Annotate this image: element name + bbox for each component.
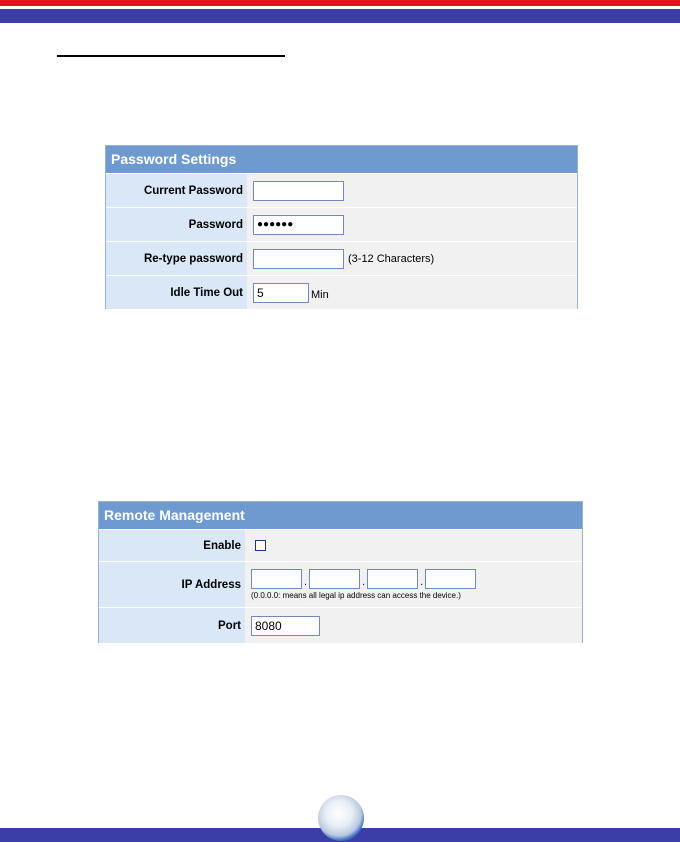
ip-octet-2-input[interactable] [309, 569, 360, 589]
password-settings-panel [105, 145, 578, 309]
top-blue-band [0, 9, 680, 23]
retype-password-row [106, 242, 577, 276]
password-settings-title: Password Settings [106, 146, 577, 174]
ip-octet-4-input[interactable] [425, 569, 476, 589]
port-input[interactable] [251, 616, 320, 636]
password-cell [247, 208, 577, 241]
heading-underline [57, 55, 285, 57]
idle-time-out-label: Idle Time Out [106, 276, 247, 309]
current-password-input[interactable] [253, 181, 344, 201]
enable-cell [245, 530, 582, 561]
enable-checkbox[interactable] [255, 540, 266, 551]
password-row [106, 208, 577, 242]
retype-password-input[interactable] [253, 249, 344, 269]
idle-time-out-row [106, 276, 577, 309]
remote-management-title: Remote Management [99, 502, 582, 530]
port-cell [245, 608, 582, 643]
password-length-hint: (3-12 Characters) [348, 252, 435, 265]
idle-time-out-cell [247, 276, 577, 309]
retype-password-label: Re-type password [106, 242, 247, 275]
enable-label: Enable [99, 530, 245, 561]
retype-password-cell [247, 242, 577, 275]
password-label: Password [106, 208, 247, 241]
ip-octet-3-input[interactable] [367, 569, 418, 589]
current-password-row [106, 174, 577, 208]
ip-address-note: (0.0.0.0: means all legal ip address can access the device.) [251, 591, 461, 600]
port-row [99, 608, 582, 643]
ip-separator-1: . [304, 576, 308, 588]
ip-address-label: IP Address [99, 562, 245, 607]
page-orb-icon [318, 795, 364, 841]
port-label: Port [99, 608, 245, 643]
ip-octet-1-input[interactable] [251, 569, 302, 589]
password-input[interactable]: ●●●●●● [253, 215, 344, 235]
enable-row [99, 530, 582, 562]
ip-separator-3: . [420, 576, 424, 588]
idle-time-unit: Min [311, 289, 329, 301]
ip-address-cell [245, 562, 582, 607]
remote-management-panel [98, 501, 583, 643]
ip-octet-group [251, 569, 476, 589]
idle-time-out-input[interactable] [253, 283, 309, 303]
current-password-label: Current Password [106, 174, 247, 207]
ip-address-row [99, 562, 582, 608]
ip-separator-2: . [362, 576, 366, 588]
current-password-cell [247, 174, 577, 207]
